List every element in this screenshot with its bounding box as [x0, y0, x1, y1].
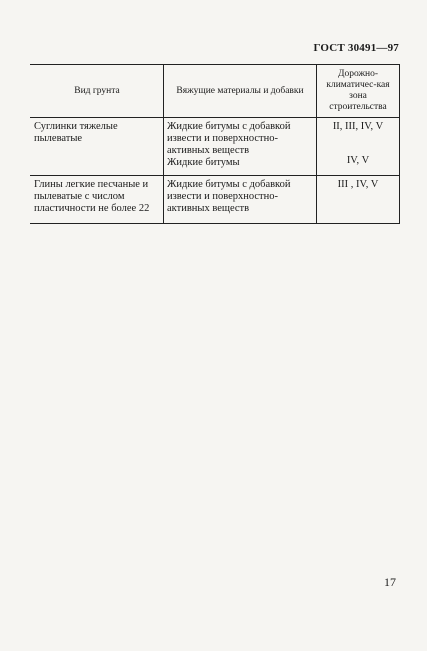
- table-row: [31, 118, 400, 176]
- cell-soil: Суглинки тяжелые пылеватые: [31, 118, 164, 176]
- cell-materials: [164, 176, 317, 224]
- zone-line: IV, V: [346, 155, 370, 166]
- document-standard-code: ГОСТ 30491—97: [313, 42, 399, 54]
- soil-binders-table: [30, 64, 400, 224]
- cell-materials: [164, 118, 317, 176]
- table-row: [31, 176, 400, 224]
- zone-line: II, III, IV, V: [332, 121, 384, 132]
- material-line: Жидкие битумы: [167, 157, 240, 168]
- header-climate-zone: Дорожно-климатичес-кая зона строительства: [317, 65, 400, 118]
- header-binders: Вяжущие материалы и добавки: [164, 65, 317, 118]
- material-line: Жидкие битумы с добавкой извести и поверхностно-активных веществ: [167, 179, 291, 214]
- header-soil-type: Вид грунта: [31, 65, 164, 118]
- cell-zone: [317, 118, 400, 176]
- cell-soil: Глины легкие песчаные и пылеватые с числом пластичности не более 22: [31, 176, 164, 224]
- zone-line: III , IV, V: [337, 179, 379, 190]
- page-number: 17: [384, 575, 396, 589]
- material-line: Жидкие битумы с добавкой извести и поверхностно-активных веществ: [167, 121, 291, 156]
- table-header-row: [31, 65, 400, 118]
- cell-zone: [317, 176, 400, 224]
